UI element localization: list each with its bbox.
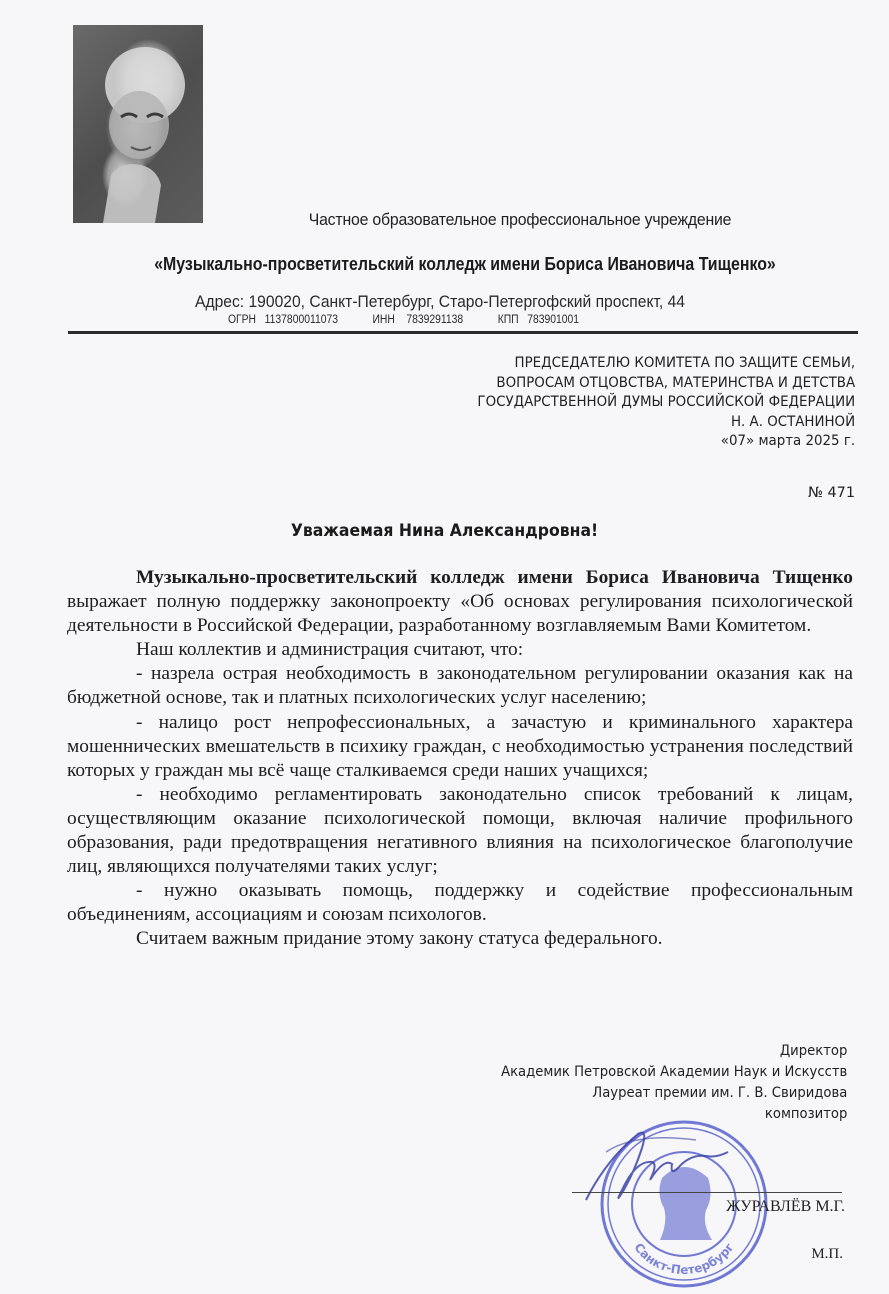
point-paragraph: - нужно оказывать помощь, поддержку и содействие профессиональным объединениям, ассоциациям и союзам психологов. bbox=[67, 880, 853, 926]
addressee-line: ГОСУДАРСТВЕННОЙ ДУМЫ РОССИЙСКОЙ ФЕДЕРАЦИИ bbox=[477, 394, 855, 410]
signatory-name: ЖУРАВЛЁВ М.Г. bbox=[726, 1198, 845, 1215]
signatory-title: Директор bbox=[779, 1043, 847, 1059]
stamp-text-bottom: Санкт-Петербург bbox=[631, 1240, 737, 1278]
letter-date: «07» марта 2025 г. bbox=[720, 433, 855, 449]
addressee-block bbox=[477, 354, 855, 452]
portrait-silhouette bbox=[73, 25, 203, 223]
point-paragraph: - необходимо регламентировать законодательно список требований к лицам, осуществляющим оказание психологической помощи, включая наличие профильного образования, ради предотвращения негативного влияния на психологическое благополучие лиц, являющихся получателями таких услуг; bbox=[67, 783, 853, 878]
intro-text: выражает полную поддержку законопроекту «Об основах регулирования психологической деятельности в Российской Федерации, разработанному возглавляемым Вами Комитетом. bbox=[67, 591, 853, 637]
signatory-title: Лауреат премии им. Г. В. Свиридова bbox=[591, 1085, 847, 1101]
org-type: Частное образовательное профессиональное учреждение bbox=[308, 210, 732, 229]
ogrn-value: 1137800011073 bbox=[264, 314, 338, 326]
letter-body bbox=[67, 566, 853, 952]
addressee-line: ПРЕДСЕДАТЕЛЮ КОМИТЕТА ПО ЗАЩИТЕ СЕМЬИ, bbox=[514, 355, 855, 371]
addressee-line: ВОПРОСАМ ОТЦОВСТВА, МАТЕРИНСТВА И ДЕТСТВА bbox=[496, 374, 855, 391]
addressee-line: Н. А. ОСТАНИНОЙ bbox=[730, 413, 855, 430]
lead-paragraph: Наш коллектив и администрация считают, что: bbox=[136, 639, 524, 661]
inn-label: ИНН bbox=[372, 314, 395, 326]
kpp-value: 783901001 bbox=[527, 314, 580, 326]
intro-bold: Музыкально-просветительский колледж имени Бориса Ивановича Тищенко bbox=[136, 567, 853, 588]
header-divider bbox=[68, 331, 858, 334]
seal-place-mark: М.П. bbox=[811, 1246, 843, 1262]
signatory-titles bbox=[501, 1041, 847, 1125]
point-paragraph: - налицо рост непрофессиональных, а зачастую и криминального характера мошеннических вмешательств в психику граждан, с необходимостью устранения последствий которых у граждан мы всё чаще сталкиваемся среди наших учащихся; bbox=[67, 711, 853, 781]
signatory-title: Академик Петровской Академии Наук и Искусств bbox=[500, 1064, 847, 1080]
org-registration bbox=[228, 314, 660, 326]
kpp-label: КПП bbox=[497, 314, 519, 326]
greeting: Уважаемая Нина Александровна! bbox=[290, 521, 599, 541]
signatory-title: композитор bbox=[764, 1106, 847, 1122]
inn-value: 7839291138 bbox=[406, 314, 464, 326]
portrait-photo bbox=[73, 25, 203, 223]
svg-text:Санкт-Петербург bbox=[631, 1240, 736, 1277]
signature-line bbox=[572, 1192, 842, 1193]
signature-scribble bbox=[576, 1122, 746, 1212]
point-paragraph: - назрела острая необходимость в законодательном регулировании оказания как на бюджетной основе, так и платных психологических услуг населению; bbox=[67, 663, 853, 709]
org-name: «Музыкально-просветительский колледж имени Бориса Ивановича Тищенко» bbox=[154, 253, 776, 274]
ogrn-label: ОГРН bbox=[228, 314, 257, 326]
closing-paragraph: Считаем важным придание этому закону статуса федерального. bbox=[136, 928, 663, 950]
intro-paragraph bbox=[67, 566, 853, 638]
document-number: № 471 bbox=[807, 485, 855, 501]
org-address: Адрес: 190020, Санкт-Петербург, Старо-Петергофский проспект, 44 bbox=[195, 292, 685, 311]
handwritten-signature bbox=[576, 1122, 746, 1212]
